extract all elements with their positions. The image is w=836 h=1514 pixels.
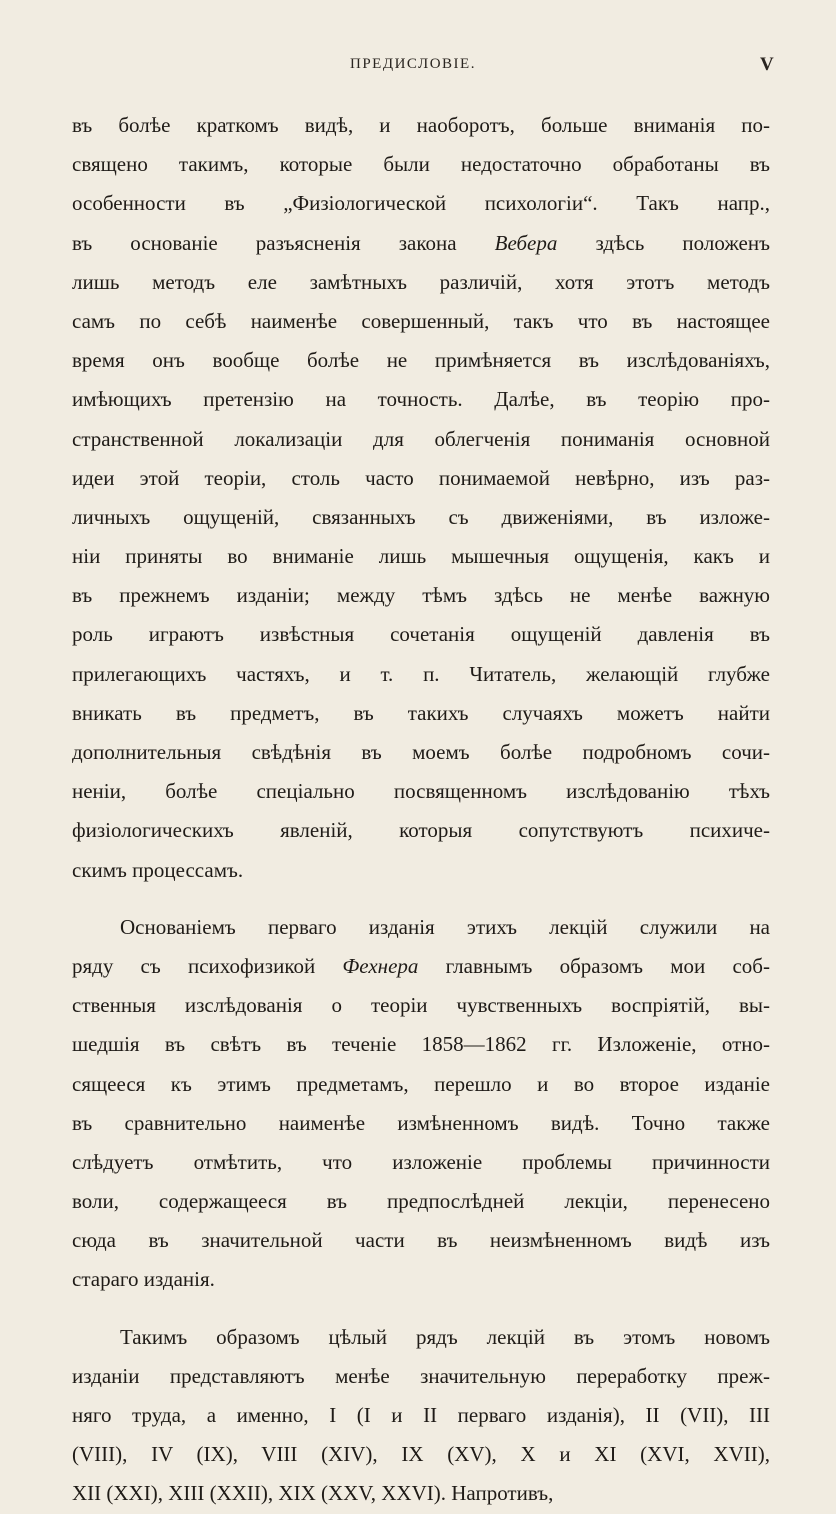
text-line: вникать въ предметъ, въ такихъ случаяхъ можетъ найти — [72, 700, 770, 725]
text-line: XII (XXI), XIII (XXII), XIX (XXV, XXVI). Напротивъ, — [72, 1481, 554, 1506]
text-line: роль играютъ извѣстныя сочетанія ощущеній давленія въ — [72, 622, 770, 647]
text-segment: въ основаніе разъясненія закона — [72, 230, 495, 255]
paragraph — [72, 1318, 770, 1514]
text-line: самъ по себѣ наименѣе совершенный, такъ что въ настоящее — [72, 308, 770, 333]
text-line: стараго изданія. — [72, 1267, 215, 1292]
text-line: дополнительныя свѣдѣнія въ моемъ болѣе подробномъ сочи- — [72, 740, 770, 764]
text-line: изданіи представляютъ менѣе значительную переработку преж- — [72, 1363, 770, 1388]
text-line: имѣющихъ претензію на точность. Далѣе, въ теорію про- — [72, 387, 770, 412]
text-line: ніи приняты во вниманіе лишь мышечныя ощущенія, какъ и — [72, 544, 770, 569]
text-line: ственныя изслѣдованія о теоріи чувственныхъ воспріятій, вы- — [72, 993, 770, 1018]
text-line: шедшія въ свѣтъ въ теченіе 1858—1862 гг. Изложеніе, отно- — [72, 1032, 770, 1057]
running-title: ПРЕДИСЛОВІЕ. — [350, 56, 476, 72]
text-line: (VIII), IV (IX), VIII (XIV), IX (XV), X и XI (XVI, XVII), — [72, 1442, 770, 1467]
text-segment: здѣсь положенъ — [557, 230, 770, 255]
text-line — [72, 947, 770, 986]
text-line: няго труда, а именно, I (I и II перваго изданія), II (VII), III — [72, 1403, 770, 1427]
text-line: Такимъ образомъ цѣлый рядъ лекцій въ этомъ новомъ — [120, 1324, 770, 1349]
text-line: Основаніемъ перваго изданія этихъ лекцій служили на — [120, 914, 770, 939]
text-line: время онъ вообще болѣе не примѣняется въ изслѣдованіяхъ, — [72, 348, 770, 373]
text-line: лишь методъ еле замѣтныхъ различій, хотя этотъ методъ — [72, 269, 770, 294]
italic-name: Фехнера — [342, 953, 419, 978]
text-line: личныхъ ощущеній, связанныхъ съ движеніями, въ изложе- — [72, 504, 770, 529]
paragraphs — [72, 106, 770, 1514]
text-line: воли, содержащееся въ предпослѣдней лекціи, перенесено — [72, 1189, 770, 1214]
text-line: въ прежнемъ изданіи; между тѣмъ здѣсь не менѣе важную — [72, 583, 770, 608]
body-text — [72, 106, 770, 1514]
text-line: въ болѣе краткомъ видѣ, и наоборотъ, больше вниманія по- — [72, 113, 770, 137]
paragraph — [72, 106, 770, 890]
paragraph-gap — [72, 1300, 770, 1318]
text-line — [72, 224, 770, 263]
text-line: скимъ процессамъ. — [72, 857, 244, 882]
text-segment: ряду съ психофизикой — [72, 953, 343, 978]
page-number: V — [760, 54, 774, 75]
running-head — [0, 56, 836, 86]
text-line: слѣдуетъ отмѣтить, что изложеніе проблемы причинности — [72, 1149, 770, 1174]
text-line: сящееся къ этимъ предметамъ, перешло и во второе изданіе — [72, 1071, 770, 1096]
paragraph-gap — [72, 890, 770, 908]
text-line: физіологическихъ явленій, которыя сопутствуютъ психиче- — [72, 818, 770, 843]
text-line: идеи этой теоріи, столь часто понимаемой невѣрно, изъ раз- — [72, 465, 770, 490]
text-segment: главнымъ образомъ мои соб- — [418, 953, 770, 978]
italic-name: Вебера — [494, 230, 558, 255]
text-line: неніи, болѣе спеціально посвященномъ изслѣдованію тѣхъ — [72, 779, 770, 804]
text-line: въ сравнительно наименѣе измѣненномъ видѣ. Точно также — [72, 1110, 770, 1135]
text-line: сюда въ значительной части въ неизмѣненномъ видѣ изъ — [72, 1228, 770, 1253]
text-line: особенности въ „Физіологической психологіи“. Такъ напр., — [72, 191, 770, 216]
text-line: прилегающихъ частяхъ, и т. п. Читатель, желающій глубже — [72, 661, 770, 686]
text-line: священо такимъ, которые были недостаточно обработаны въ — [72, 152, 770, 177]
text-line: странственной локализаціи для облегченія пониманія основной — [72, 426, 770, 451]
paragraph — [72, 908, 770, 1300]
